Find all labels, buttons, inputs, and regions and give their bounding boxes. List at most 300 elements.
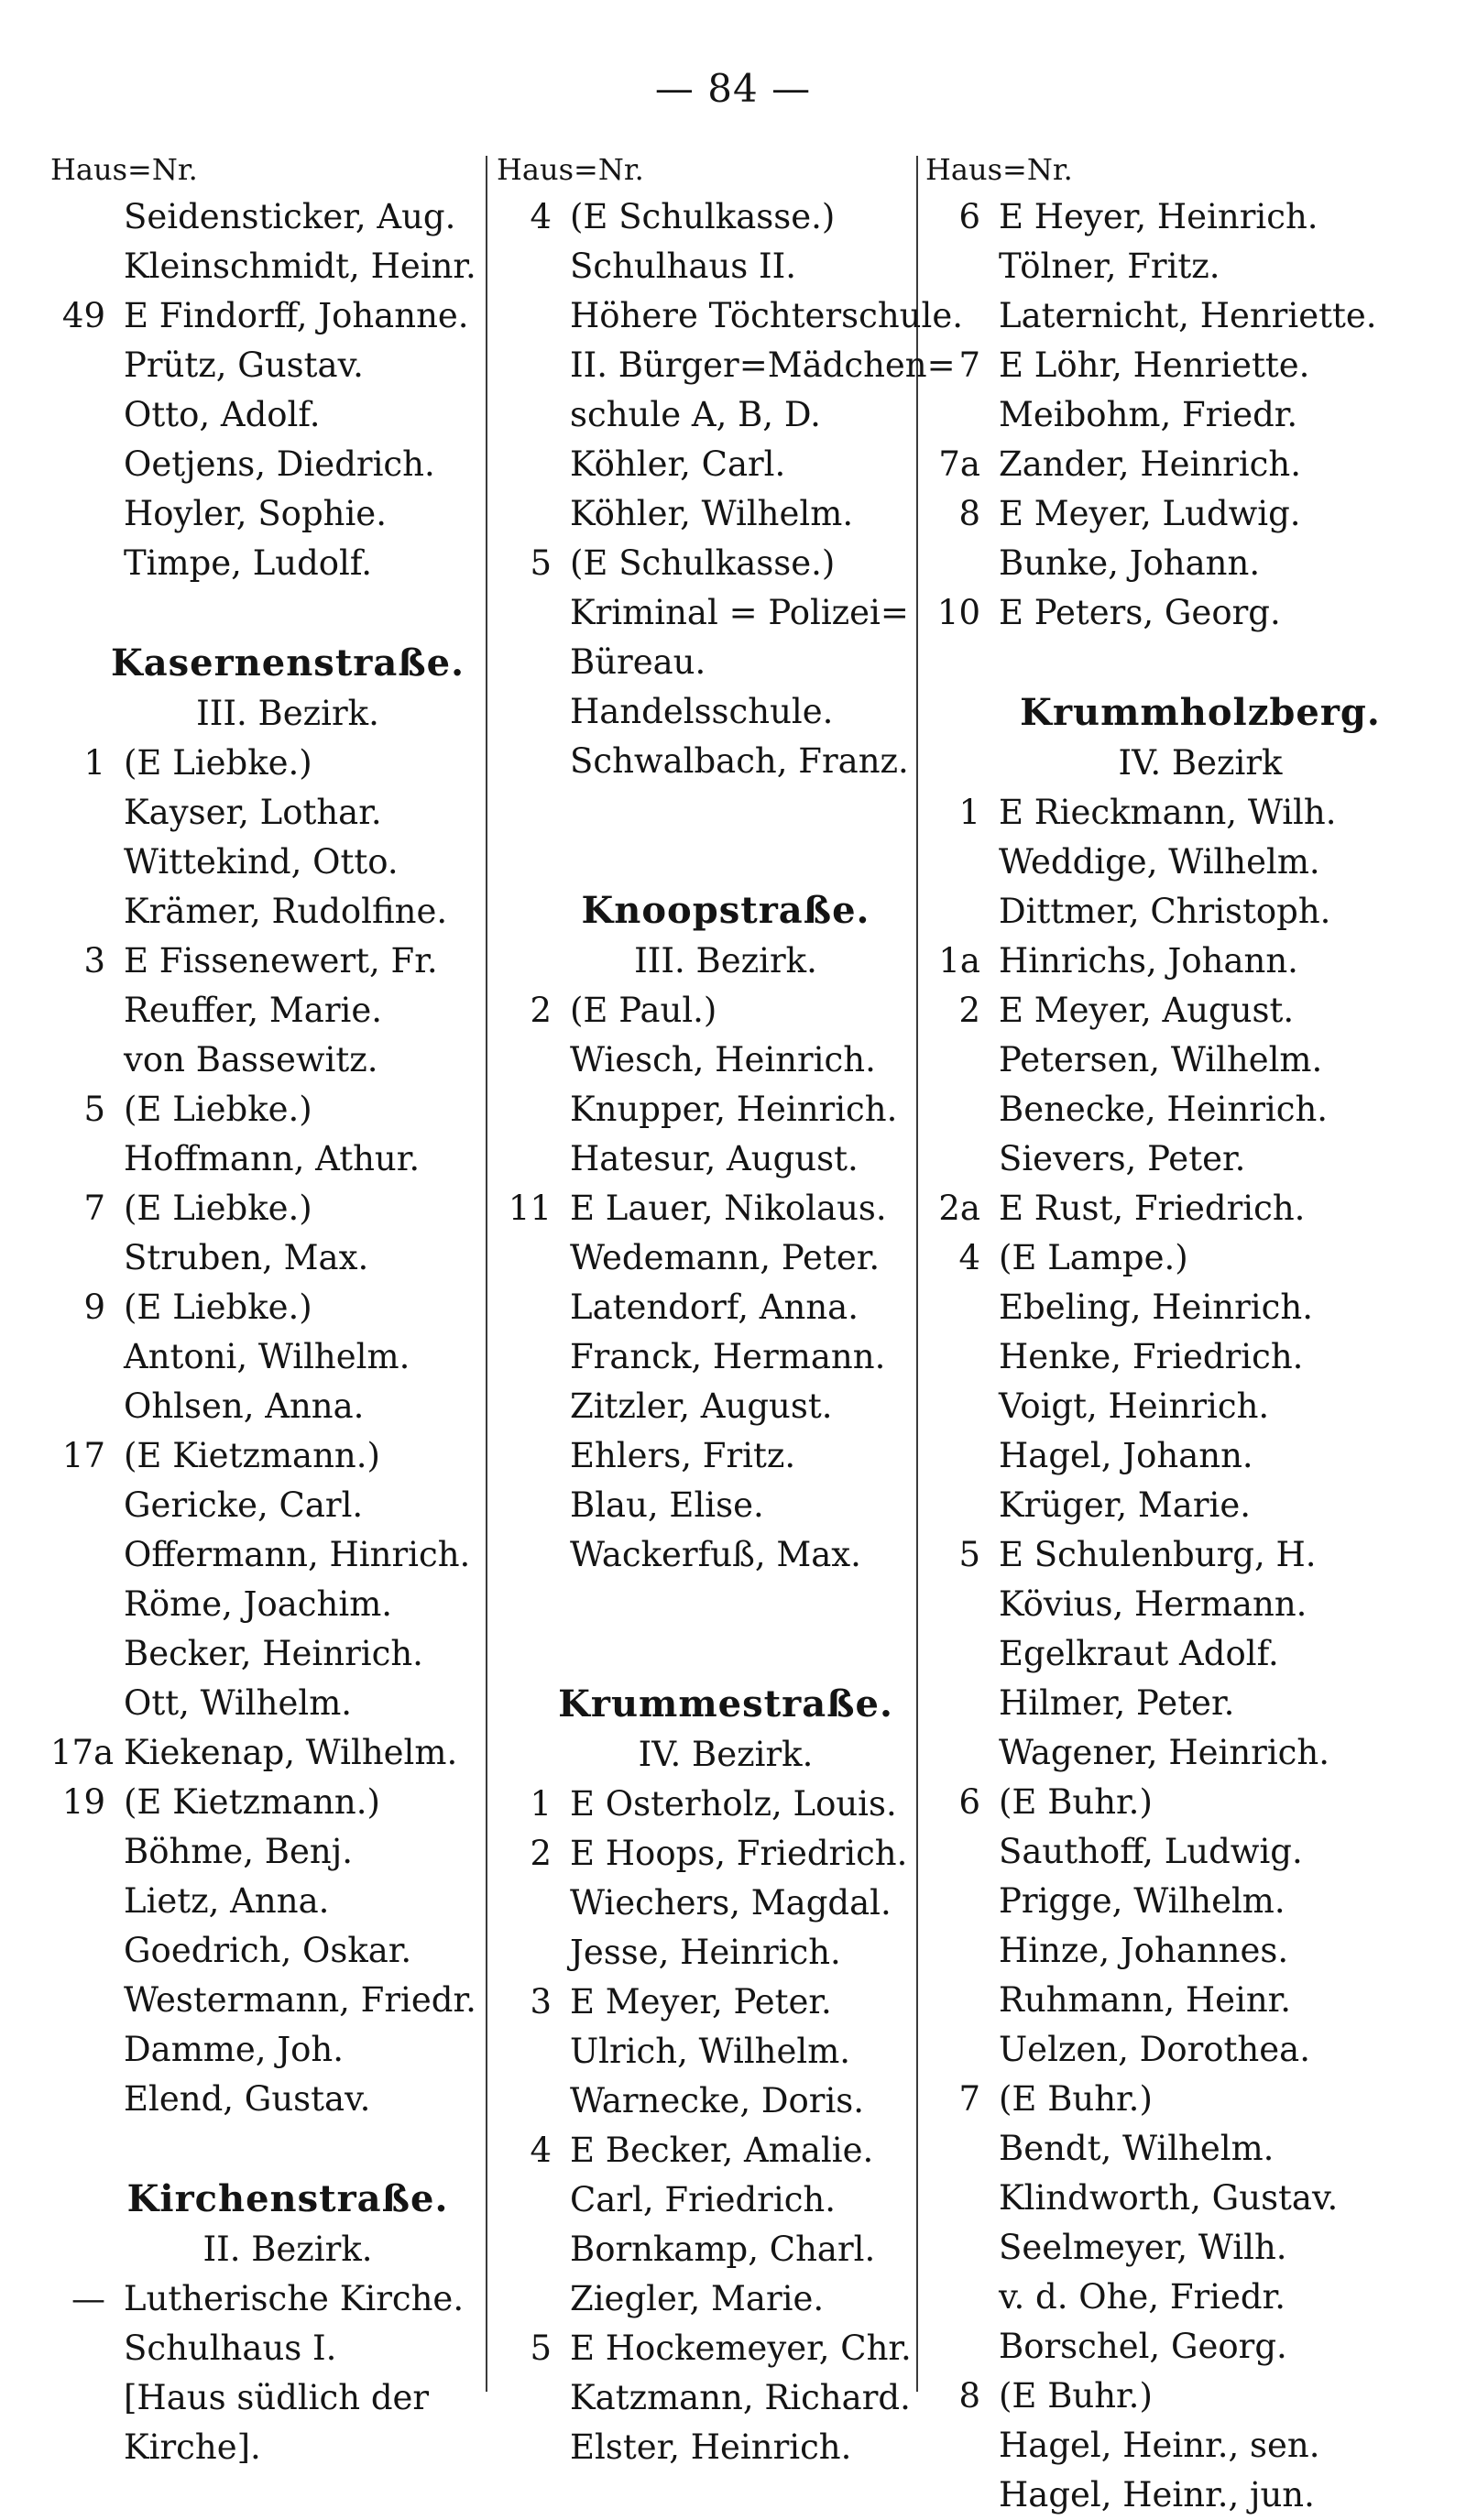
spacer bbox=[497, 1629, 918, 1679]
resident-name: Ziegler, Marie. bbox=[570, 2279, 825, 2318]
resident-name: Egelkraut Adolf. bbox=[999, 1634, 1279, 1673]
resident-name: Carl, Friedrich. bbox=[570, 2180, 837, 2219]
directory-entry bbox=[925, 2025, 1429, 2075]
resident-name: Lietz, Anna. bbox=[124, 1881, 330, 1921]
resident-name: (E Schulkasse.) bbox=[570, 543, 836, 583]
resident-name: E Rust, Friedrich. bbox=[999, 1189, 1306, 1228]
directory-entry bbox=[497, 1928, 918, 1978]
directory-entry bbox=[50, 390, 488, 440]
house-number: 4 bbox=[958, 1238, 980, 1277]
resident-name: Klindworth, Gustav. bbox=[999, 2178, 1339, 2218]
directory-entry bbox=[925, 291, 1429, 341]
resident-name: Hoyler, Sophie. bbox=[124, 494, 387, 533]
directory-entry bbox=[497, 1829, 918, 1879]
house-number: 49 bbox=[61, 296, 105, 335]
directory-entry bbox=[50, 1481, 488, 1530]
directory-entry bbox=[497, 192, 918, 242]
directory-entry bbox=[925, 1580, 1429, 1629]
directory-entry bbox=[50, 1530, 488, 1580]
house-number: 2 bbox=[530, 1834, 552, 1873]
resident-name: Hinze, Johannes. bbox=[999, 1931, 1289, 1970]
resident-name: Wittekind, Otto. bbox=[124, 842, 399, 882]
street-heading: Krummestraße. bbox=[558, 1682, 893, 1726]
directory-entry bbox=[497, 687, 918, 737]
directory-entry bbox=[497, 2423, 918, 2472]
directory-entry bbox=[925, 588, 1429, 638]
resident-name: (E Schulkasse.) bbox=[570, 197, 836, 236]
directory-entry bbox=[925, 986, 1429, 1035]
directory-entry bbox=[50, 739, 488, 788]
house-number: 5 bbox=[530, 543, 552, 583]
resident-name: Meibohm, Friedr. bbox=[999, 395, 1298, 434]
directory-entry bbox=[50, 440, 488, 489]
resident-name: schule A, B, D. bbox=[570, 395, 821, 434]
directory-entry bbox=[925, 242, 1429, 291]
resident-name: Latendorf, Anna. bbox=[570, 1287, 859, 1327]
directory-entry bbox=[925, 1382, 1429, 1431]
resident-name: Weddige, Wilhelm. bbox=[999, 842, 1320, 882]
resident-name: Ehlers, Fritz. bbox=[570, 1436, 796, 1475]
directory-entry bbox=[925, 2322, 1429, 2372]
resident-name: Struben, Max. bbox=[124, 1238, 369, 1277]
district-label: III. Bezirk. bbox=[196, 694, 379, 733]
resident-name: Bendt, Wilhelm. bbox=[999, 2129, 1275, 2168]
house-number: 2 bbox=[958, 991, 980, 1030]
resident-name: (E Kietzmann.) bbox=[124, 1782, 380, 1822]
resident-name: Prigge, Wilhelm. bbox=[999, 1881, 1285, 1921]
directory-entry bbox=[50, 2274, 488, 2324]
directory-entry bbox=[50, 1580, 488, 1629]
directory-entry bbox=[925, 2075, 1429, 2124]
resident-name: Kirche]. bbox=[124, 2427, 261, 2467]
resident-name: (E Liebke.) bbox=[124, 743, 312, 783]
spacer bbox=[50, 588, 488, 638]
resident-name: Röme, Joachim. bbox=[124, 1584, 393, 1624]
directory-entry bbox=[497, 2274, 918, 2324]
directory-entry bbox=[925, 2372, 1429, 2421]
spacer bbox=[925, 638, 1429, 687]
street-heading: Krummholzberg. bbox=[1020, 691, 1381, 734]
house-number: 7 bbox=[958, 345, 980, 385]
directory-entry bbox=[497, 588, 918, 638]
directory-entry bbox=[497, 2076, 918, 2126]
house-number: 7 bbox=[83, 1189, 105, 1228]
resident-name: [Haus südlich der bbox=[124, 2378, 430, 2417]
house-number: 5 bbox=[958, 1535, 980, 1574]
column-1 bbox=[50, 147, 488, 2467]
resident-name: Prütz, Gustav. bbox=[124, 345, 364, 385]
resident-name: Büreau. bbox=[570, 642, 706, 682]
directory-entry bbox=[497, 489, 918, 539]
directory-entry bbox=[925, 1184, 1429, 1233]
directory-entry bbox=[925, 1085, 1429, 1134]
resident-name: E Schulenburg, H. bbox=[999, 1535, 1317, 1574]
resident-name: Wagener, Heinrich. bbox=[999, 1733, 1329, 1772]
directory-entry bbox=[925, 1530, 1429, 1580]
directory-entry bbox=[497, 1134, 918, 1184]
resident-name: E Peters, Georg. bbox=[999, 593, 1281, 632]
resident-name: Hinrichs, Johann. bbox=[999, 941, 1298, 981]
resident-name: II. Bürger=Mädchen= bbox=[570, 345, 956, 385]
resident-name: v. d. Ohe, Friedr. bbox=[999, 2277, 1285, 2317]
directory-entry bbox=[925, 1481, 1429, 1530]
directory-entry bbox=[50, 1976, 488, 2025]
directory-entry bbox=[497, 1035, 918, 1085]
resident-name: Handelsschule. bbox=[570, 692, 834, 731]
directory-entry bbox=[50, 838, 488, 887]
directory-entry bbox=[497, 1085, 918, 1134]
directory-entry bbox=[497, 2175, 918, 2225]
resident-name: Sauthoff, Ludwig. bbox=[999, 1832, 1303, 1871]
page-number: — 84 — bbox=[654, 66, 812, 111]
directory-entry bbox=[925, 440, 1429, 489]
resident-name: Krämer, Rudolfine. bbox=[124, 892, 448, 931]
directory-entry bbox=[497, 1382, 918, 1431]
resident-name: Uelzen, Dorothea. bbox=[999, 2030, 1310, 2069]
spacer bbox=[50, 2124, 488, 2174]
directory-entry bbox=[497, 986, 918, 1035]
house-number: — bbox=[71, 2279, 105, 2318]
resident-name: Hatesur, August. bbox=[570, 1139, 859, 1178]
directory-entry bbox=[497, 638, 918, 687]
district-label: II. Bezirk. bbox=[202, 2230, 373, 2269]
directory-entry bbox=[497, 2027, 918, 2076]
directory-entry bbox=[50, 489, 488, 539]
resident-name: Ebeling, Heinrich. bbox=[999, 1287, 1313, 1327]
directory-entry bbox=[925, 1233, 1429, 1283]
spacer bbox=[497, 836, 918, 885]
directory-entry bbox=[50, 887, 488, 937]
resident-name: Bornkamp, Charl. bbox=[570, 2230, 876, 2269]
resident-name: Voigt, Heinrich. bbox=[999, 1386, 1270, 1426]
resident-name: Zander, Heinrich. bbox=[999, 444, 1301, 484]
resident-name: Ohlsen, Anna. bbox=[124, 1386, 365, 1426]
directory-entry bbox=[50, 2423, 488, 2472]
directory-entry bbox=[925, 341, 1429, 390]
resident-name: (E Buhr.) bbox=[999, 2079, 1153, 2119]
resident-name: Timpe, Ludolf. bbox=[124, 543, 373, 583]
house-number: 17 bbox=[61, 1436, 105, 1475]
directory-entry bbox=[925, 489, 1429, 539]
directory-entry bbox=[497, 2126, 918, 2175]
resident-name: Hagel, Heinr., sen. bbox=[999, 2426, 1320, 2465]
directory-entry bbox=[50, 1035, 488, 1085]
house-number: 5 bbox=[83, 1090, 105, 1129]
directory-entry bbox=[497, 1283, 918, 1332]
resident-name: Hoffmann, Athur. bbox=[124, 1139, 421, 1178]
resident-name: (E Buhr.) bbox=[999, 2376, 1153, 2416]
house-number: 10 bbox=[936, 593, 980, 632]
house-number: 3 bbox=[530, 1982, 552, 2021]
directory-entry bbox=[925, 1679, 1429, 1728]
directory-entry bbox=[925, 2421, 1429, 2471]
directory-entry bbox=[925, 1976, 1429, 2025]
house-number: 8 bbox=[958, 2376, 980, 2416]
resident-name: Westermann, Friedr. bbox=[124, 1980, 476, 2020]
resident-name: (E Liebke.) bbox=[124, 1287, 312, 1327]
house-number: 1 bbox=[83, 743, 105, 783]
directory-entry bbox=[50, 1085, 488, 1134]
directory-entry bbox=[925, 1431, 1429, 1481]
house-number: 9 bbox=[83, 1287, 105, 1327]
resident-name: Wiechers, Magdal. bbox=[570, 1883, 892, 1923]
directory-entry bbox=[497, 1530, 918, 1580]
resident-name: Laternicht, Henriette. bbox=[999, 296, 1377, 335]
street-heading: Kasernenstraße. bbox=[110, 641, 465, 685]
street-heading: Kirchenstraße. bbox=[126, 2177, 449, 2220]
house-number: 1a bbox=[938, 941, 980, 981]
resident-name: Elster, Heinrich. bbox=[570, 2427, 852, 2467]
directory-entry bbox=[50, 2324, 488, 2373]
resident-name: (E Kietzmann.) bbox=[124, 1436, 380, 1475]
directory-entry bbox=[50, 192, 488, 242]
district-label: III. Bezirk. bbox=[634, 941, 817, 981]
directory-entry bbox=[925, 2124, 1429, 2174]
directory-entry bbox=[50, 291, 488, 341]
resident-name: Hagel, Heinr., jun. bbox=[999, 2475, 1315, 2515]
resident-name: Otto, Adolf. bbox=[124, 395, 321, 434]
resident-name: (E Buhr.) bbox=[999, 1782, 1153, 1822]
directory-entry bbox=[50, 1283, 488, 1332]
directory-entry bbox=[50, 986, 488, 1035]
directory-entry bbox=[50, 937, 488, 986]
resident-name: Hagel, Johann. bbox=[999, 1436, 1253, 1475]
directory-entry bbox=[497, 440, 918, 489]
directory-entry bbox=[925, 838, 1429, 887]
resident-name: E Osterholz, Louis. bbox=[570, 1784, 897, 1824]
spacer bbox=[497, 1580, 918, 1629]
directory-entry bbox=[925, 1926, 1429, 1976]
directory-entry bbox=[497, 1879, 918, 1928]
directory-entry bbox=[50, 539, 488, 588]
spacer bbox=[497, 786, 918, 836]
house-number: 4 bbox=[530, 2131, 552, 2170]
resident-name: Wedemann, Peter. bbox=[570, 1238, 881, 1277]
resident-name: E Hoops, Friedrich. bbox=[570, 1834, 908, 1873]
house-number: 1 bbox=[530, 1784, 552, 1824]
resident-name: Hilmer, Peter. bbox=[999, 1683, 1235, 1723]
resident-name: Ruhmann, Heinr. bbox=[999, 1980, 1292, 2020]
resident-name: Ott, Wilhelm. bbox=[124, 1683, 353, 1723]
resident-name: E Meyer, Ludwig. bbox=[999, 494, 1301, 533]
directory-entry bbox=[50, 1827, 488, 1877]
house-number: 4 bbox=[530, 197, 552, 236]
house-number: 3 bbox=[83, 941, 105, 981]
directory-entry bbox=[50, 1728, 488, 1778]
directory-entry bbox=[925, 2273, 1429, 2322]
directory-entry bbox=[50, 1382, 488, 1431]
directory-entry bbox=[497, 2373, 918, 2423]
resident-name: Höhere Töchterschule. bbox=[570, 296, 964, 335]
directory-entry bbox=[497, 1184, 918, 1233]
resident-name: Blau, Elise. bbox=[570, 1485, 764, 1525]
resident-name: Franck, Hermann. bbox=[570, 1337, 886, 1376]
resident-name: Seelmeyer, Wilh. bbox=[999, 2228, 1287, 2267]
resident-name: Köhler, Carl. bbox=[570, 444, 786, 484]
resident-name: Kiekenap, Wilhelm. bbox=[124, 1733, 458, 1772]
directory-entry bbox=[925, 192, 1429, 242]
resident-name: Böhme, Benj. bbox=[124, 1832, 353, 1871]
directory-entry bbox=[50, 2373, 488, 2423]
resident-name: Köhler, Wilhelm. bbox=[570, 494, 854, 533]
directory-entry bbox=[50, 1134, 488, 1184]
resident-name: Bunke, Johann. bbox=[999, 543, 1261, 583]
directory-entry bbox=[925, 937, 1429, 986]
resident-name: E Heyer, Heinrich. bbox=[999, 197, 1318, 236]
street-heading: Knoopstraße. bbox=[581, 889, 870, 932]
house-number: 6 bbox=[958, 1782, 980, 1822]
resident-name: Gericke, Carl. bbox=[124, 1485, 364, 1525]
resident-name: (E Lampe.) bbox=[999, 1238, 1188, 1277]
resident-name: Benecke, Heinrich. bbox=[999, 1090, 1329, 1129]
resident-name: Henke, Friedrich. bbox=[999, 1337, 1304, 1376]
resident-name: Dittmer, Christoph. bbox=[999, 892, 1331, 931]
resident-name: Kayser, Lothar. bbox=[124, 793, 382, 832]
resident-name: Katzmann, Richard. bbox=[570, 2378, 911, 2417]
directory-entry bbox=[50, 1332, 488, 1382]
directory-entry bbox=[50, 2025, 488, 2075]
resident-name: Wiesch, Heinrich. bbox=[570, 1040, 876, 1079]
directory-entry bbox=[50, 1778, 488, 1827]
resident-name: Kriminal = Polizei= bbox=[570, 593, 909, 632]
directory-entry bbox=[497, 1332, 918, 1382]
house-number: 7 bbox=[958, 2079, 980, 2119]
directory-entry bbox=[497, 1481, 918, 1530]
directory-entry bbox=[497, 341, 956, 390]
resident-name: E Rieckmann, Wilh. bbox=[999, 793, 1337, 832]
resident-name: E Meyer, Peter. bbox=[570, 1982, 832, 2021]
directory-entry bbox=[497, 1431, 918, 1481]
column-header: Haus=Nr. bbox=[497, 152, 644, 187]
resident-name: Elend, Gustav. bbox=[124, 2079, 371, 2119]
directory-entry bbox=[925, 2174, 1429, 2223]
house-number: 2a bbox=[938, 1189, 980, 1228]
house-number: 8 bbox=[958, 494, 980, 533]
directory-entry bbox=[925, 390, 1429, 440]
directory-entry bbox=[925, 1877, 1429, 1926]
directory-entry bbox=[50, 1233, 488, 1283]
directory-entry bbox=[497, 2225, 918, 2274]
directory-entry bbox=[925, 1134, 1429, 1184]
resident-name: E Meyer, August. bbox=[999, 991, 1295, 1030]
column-header: Haus=Nr. bbox=[50, 152, 198, 187]
resident-name: Seidensticker, Aug. bbox=[124, 197, 456, 236]
resident-name: Petersen, Wilhelm. bbox=[999, 1040, 1323, 1079]
resident-name: Becker, Heinrich. bbox=[124, 1634, 423, 1673]
house-number: 6 bbox=[958, 197, 980, 236]
resident-name: E Becker, Amalie. bbox=[570, 2131, 874, 2170]
directory-entry bbox=[50, 1679, 488, 1728]
directory-entry bbox=[925, 1778, 1429, 1827]
resident-name: Jesse, Heinrich. bbox=[570, 1933, 841, 1972]
resident-name: Antoni, Wilhelm. bbox=[124, 1337, 410, 1376]
directory-entry bbox=[925, 539, 1429, 588]
house-number: 11 bbox=[508, 1189, 552, 1228]
directory-entry bbox=[497, 242, 918, 291]
column-3 bbox=[925, 147, 1429, 2515]
directory-entry bbox=[497, 1978, 918, 2027]
resident-name: Lutherische Kirche. bbox=[124, 2279, 465, 2318]
resident-name: E Hockemeyer, Chr. bbox=[570, 2328, 912, 2368]
resident-name: Oetjens, Diedrich. bbox=[124, 444, 435, 484]
directory-entry bbox=[925, 1035, 1429, 1085]
directory-entry bbox=[50, 341, 488, 390]
resident-name: E Findorff, Johanne. bbox=[124, 296, 469, 335]
resident-name: Zitzler, August. bbox=[570, 1386, 833, 1426]
directory-entry bbox=[925, 1332, 1429, 1382]
directory-entry bbox=[497, 539, 918, 588]
district-label: IV. Bezirk. bbox=[638, 1735, 814, 1774]
directory-entry bbox=[497, 737, 918, 786]
resident-name: (E Liebke.) bbox=[124, 1090, 312, 1129]
column-header: Haus=Nr. bbox=[925, 152, 1073, 187]
house-number: 1 bbox=[958, 793, 980, 832]
resident-name: Schwalbach, Franz. bbox=[570, 741, 909, 781]
resident-name: Wackerfuß, Max. bbox=[570, 1535, 861, 1574]
directory-entry bbox=[497, 1233, 918, 1283]
directory-entry bbox=[497, 390, 918, 440]
resident-name: Reuffer, Marie. bbox=[124, 991, 383, 1030]
house-number: 7a bbox=[938, 444, 980, 484]
directory-entry bbox=[50, 1184, 488, 1233]
directory-entry bbox=[925, 887, 1429, 937]
resident-name: Kleinschmidt, Heinr. bbox=[124, 247, 476, 286]
house-number: 2 bbox=[530, 991, 552, 1030]
directory-entry bbox=[497, 1780, 918, 1829]
directory-entry bbox=[50, 1877, 488, 1926]
directory-entry bbox=[925, 1827, 1429, 1877]
directory-entry bbox=[925, 1629, 1429, 1679]
resident-name: (E Liebke.) bbox=[124, 1189, 312, 1228]
resident-name: Damme, Joh. bbox=[124, 2030, 345, 2069]
resident-name: Schulhaus II. bbox=[570, 247, 797, 286]
directory-entry bbox=[497, 2324, 918, 2373]
house-number: 17a bbox=[50, 1733, 115, 1772]
resident-name: Tölner, Fritz. bbox=[999, 247, 1220, 286]
resident-name: Goedrich, Oskar. bbox=[124, 1931, 412, 1970]
directory-entry bbox=[50, 788, 488, 838]
resident-name: Offermann, Hinrich. bbox=[124, 1535, 471, 1574]
house-number: 19 bbox=[61, 1782, 105, 1822]
directory-entry bbox=[50, 1926, 488, 1976]
resident-name: Krüger, Marie. bbox=[999, 1485, 1252, 1525]
directory-entry bbox=[497, 291, 964, 341]
resident-name: von Bassewitz. bbox=[124, 1040, 378, 1079]
resident-name: E Lauer, Nikolaus. bbox=[570, 1189, 887, 1228]
resident-name: Ulrich, Wilhelm. bbox=[570, 2032, 851, 2071]
resident-name: E Fissenewert, Fr. bbox=[124, 941, 438, 981]
directory-entry bbox=[925, 1283, 1429, 1332]
resident-name: (E Paul.) bbox=[570, 991, 717, 1030]
resident-name: Schulhaus I. bbox=[124, 2328, 337, 2368]
resident-name: Sievers, Peter. bbox=[999, 1139, 1246, 1178]
directory-entry bbox=[50, 242, 488, 291]
directory-entry bbox=[50, 1431, 488, 1481]
directory-entry bbox=[925, 788, 1429, 838]
resident-name: Knupper, Heinrich. bbox=[570, 1090, 898, 1129]
resident-name: E Löhr, Henriette. bbox=[999, 345, 1310, 385]
district-label: IV. Bezirk bbox=[1118, 743, 1283, 783]
directory-entry bbox=[50, 2075, 488, 2124]
house-number: 5 bbox=[530, 2328, 552, 2368]
resident-name: Kövius, Hermann. bbox=[999, 1584, 1307, 1624]
directory-entry bbox=[925, 1728, 1429, 1778]
resident-name: Warnecke, Doris. bbox=[570, 2081, 865, 2120]
directory-entry bbox=[925, 2223, 1429, 2273]
directory-entry bbox=[925, 2471, 1429, 2520]
directory-entry bbox=[50, 1629, 488, 1679]
resident-name: Borschel, Georg. bbox=[999, 2327, 1287, 2366]
